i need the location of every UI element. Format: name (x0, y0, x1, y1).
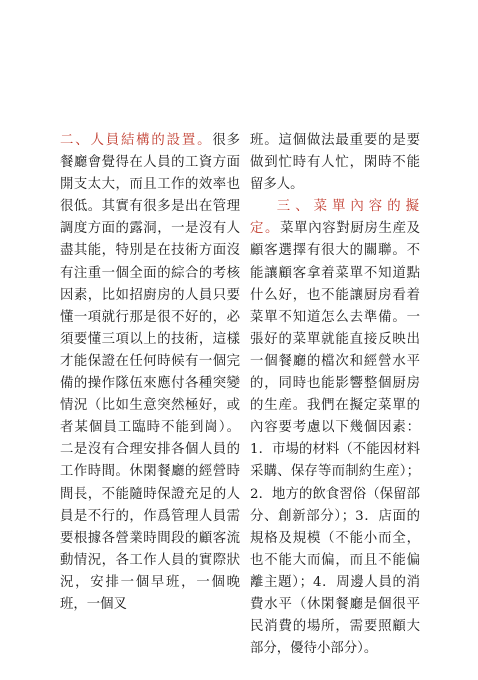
section-two-text: 很多餐廳會覺得在人員的工資方面開支太大，而且工作的效率也很低。其實有很多是出在管理調度方面的露洞，一是沒有人盡其能，特別是在技術方面沒有注重一個全面的綜合的考核因素，比如招廚房的人員只要懂一項就行那是很不好的，必須要懂三項以上的技術，這樣才能保證在任何時候有一個完備的操作隊伍來應付各種突變情況（比如生意突然極好，或者某個員工臨時不能到崗）。二是沒有合理安排各個人員的工作時間。休閑餐廳的經營時間長，不能隨時保證充足的人員是不行的，作爲管理人員需要根據各營業時間段的顧客流動情況，各工作人員的實際狀況，安排一個早班，一個晚班，一個叉 (60, 133, 241, 612)
section-two-paragraph (60, 130, 240, 616)
section-two-heading: 二、人員結構的設置。 (60, 133, 213, 148)
section-three-heading: 三、菜單內容的擬定。 (250, 199, 420, 237)
section-three-paragraph (250, 196, 420, 660)
section-three-text: 菜單內容對厨房生産及顧客選擇有很大的關聯。不能讓顧客拿着菜單不知道點什么好，也不能讓厨房看着菜單不知道怎么去準備。一張好的菜單就能直接反映出一個餐廳的檔次和經營水平的，同時也能影響整個厨房的生産。我們在擬定菜單的內容要考慮以下幾個因素：1．市場的材料（不能因材料采購、保存等而制約生産）；2．地方的飲食習俗（保留部分、創新部分）；3．店面的規格及規模（不能小而全，也不能大而偏，而且不能偏離主題）；4．周邊人員的消費水平（休閑餐廳是個很平民消費的場所，需要照顧大部分，優待小部分）。 (250, 221, 421, 657)
left-column (60, 130, 240, 616)
section-two-continuation: 班。這個做法最重要的是要做到忙時有人忙，閑時不能留多人。 (250, 133, 420, 193)
right-column (250, 130, 420, 660)
